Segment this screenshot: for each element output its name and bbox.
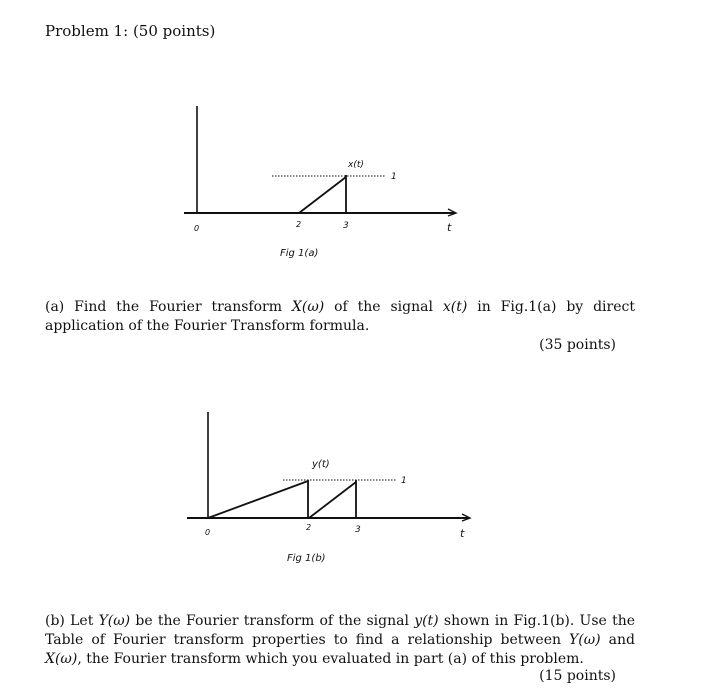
fig-a-axis-label: t <box>447 221 452 234</box>
fig-a-caption: Fig 1(a) <box>280 248 319 259</box>
fig-a-level-label: 1 <box>391 172 397 182</box>
part-b-points: (15 points) <box>539 668 616 684</box>
math-x-t: x(t) <box>442 299 468 315</box>
math-X-omega: X(ω) <box>291 299 325 315</box>
math-y-t: y(t) <box>414 613 439 629</box>
part-a-points: (35 points) <box>539 337 616 353</box>
fig-b-signal-label: y(t) <box>312 459 330 470</box>
fig-b-axis-label: t <box>460 527 465 540</box>
fig-b-ramp-2 <box>309 482 356 518</box>
math-Y-omega: Y(ω) <box>98 613 131 629</box>
math-X-omega-2: X(ω) <box>45 651 78 667</box>
math-Y-omega-2: Y(ω) <box>569 632 601 648</box>
fig-a-tick-origin: 0 <box>194 224 200 233</box>
fig-b-level-label: 1 <box>401 476 407 486</box>
problem-heading: Problem 1: <box>45 22 129 40</box>
fig-a-tick-3: 3 <box>343 221 349 231</box>
fig-b-caption: Fig 1(b) <box>287 553 326 564</box>
fig-b-tick-origin: 0 <box>205 528 211 537</box>
fig-b-tick-3: 3 <box>355 525 361 535</box>
problem-points: (50 points) <box>132 22 216 40</box>
fig-a-signal-label: x(t) <box>348 160 364 170</box>
part-b-question: (b) Let Y(ω) be the Fourier transform of the signal y(t) shown in Fig.1(b). Use the Table of Fourier transform properties to find a relationship between Y(ω) and X(ω), the Fourier transform which you evaluated in part (a) of this problem. <box>45 613 636 667</box>
fig-b-ramp-1 <box>208 481 308 518</box>
fig-b-tick-2: 2 <box>306 523 312 532</box>
part-a-question: (a) Find the Fourier transform X(ω) of the signal x(t) in Fig.1(a) by direct application of the Fourier Transform formula. <box>45 299 635 334</box>
fig-a-tick-2: 2 <box>296 220 302 229</box>
